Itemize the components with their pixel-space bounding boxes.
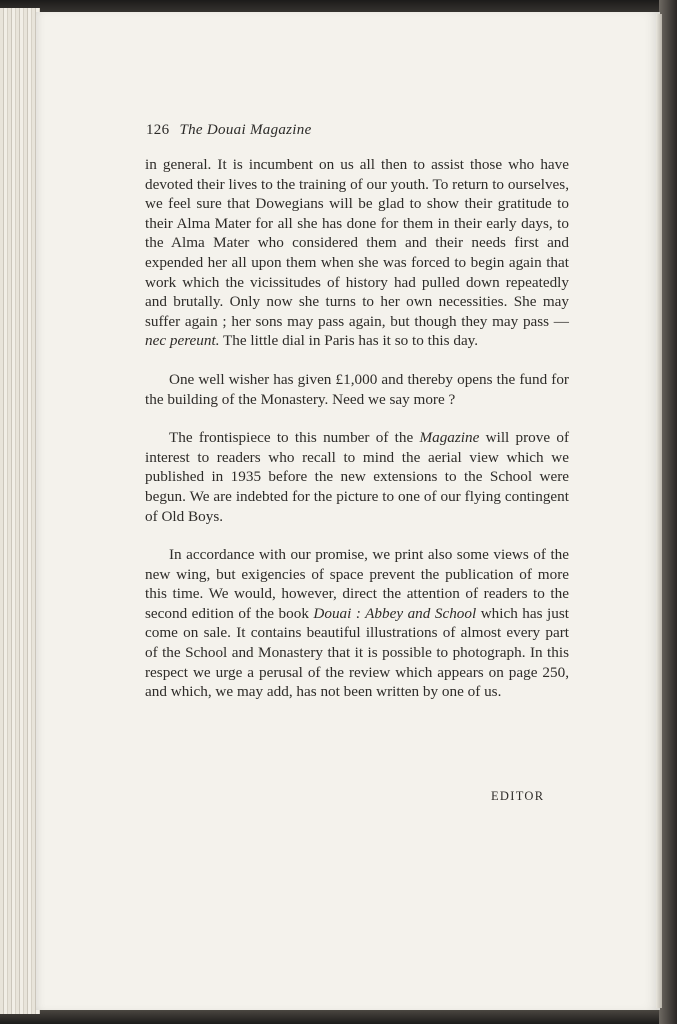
paragraph-1: [145, 155, 569, 351]
paragraph-4-text-end: which has just come on sale. It contains beautiful illustrations of almost every part of the School and Monastery that it is possible to photograph. In this respect we urge a perusal of the review which appears on page 250, and which, we may add, has not been written by one of us.: [145, 604, 569, 701]
journal-title: The Douai Magazine: [179, 122, 312, 138]
paragraph-3-text-end: will prove of interest to readers who recall to mind the aerial view which we published in 1935 before the new extensions to the School were begun. We are indebted for the picture to one of our flying contingent of Old Boys.: [145, 429, 570, 525]
paragraph-3-text-start: The frontispiece to this number of the: [169, 429, 420, 447]
paragraph-1-ending: The little dial in Paris has it so to this day.: [219, 332, 479, 350]
page-number: 126: [146, 122, 170, 138]
paragraph-1-text: in general. It is incumbent on us all then to assist those who have devoted their lives to the training of our youth. To return to ourselves, we feel sure that Dowegians will be glad to show their gratitude to their Alma Mater for all she has done for them in their early days, to the Alma Mater who considered them and their needs first and expended her all upon them when she was forced to begin again that work which the vicissitudes of history had pulled down repeatedly and brutally. Only now she turns to her own necessities. She may suffer again ; her sons may pass again, but though they may pass —: [145, 156, 569, 330]
article-body: [145, 155, 569, 702]
page-stack-edges: [0, 8, 40, 1014]
page-right-edge: [656, 14, 662, 1008]
paragraph-2-text: One well wisher has given £1,000 and thereby opens the fund for the building of the Monastery. Need we say more ?: [145, 370, 569, 408]
paragraph-4-text-start: In accordance with our promise, we print also some views of the new wing, but exigencies of space prevent the publication of more this time. We would, however, direct the attention of readers to the second edition of the book: [145, 546, 569, 622]
scan-backdrop-bottom: [0, 1010, 677, 1024]
paragraph-3-magazine-title: Magazine: [419, 429, 480, 447]
paragraph-1-latin-phrase: nec pereunt.: [145, 332, 220, 350]
paragraph-2: [145, 370, 569, 409]
paragraph-4: [145, 545, 569, 702]
paragraph-3: [145, 428, 569, 526]
paragraph-4-book-title: Douai : Abbey and School: [313, 604, 477, 622]
editor-signature: EDITOR: [491, 789, 545, 803]
running-head: [146, 122, 312, 139]
